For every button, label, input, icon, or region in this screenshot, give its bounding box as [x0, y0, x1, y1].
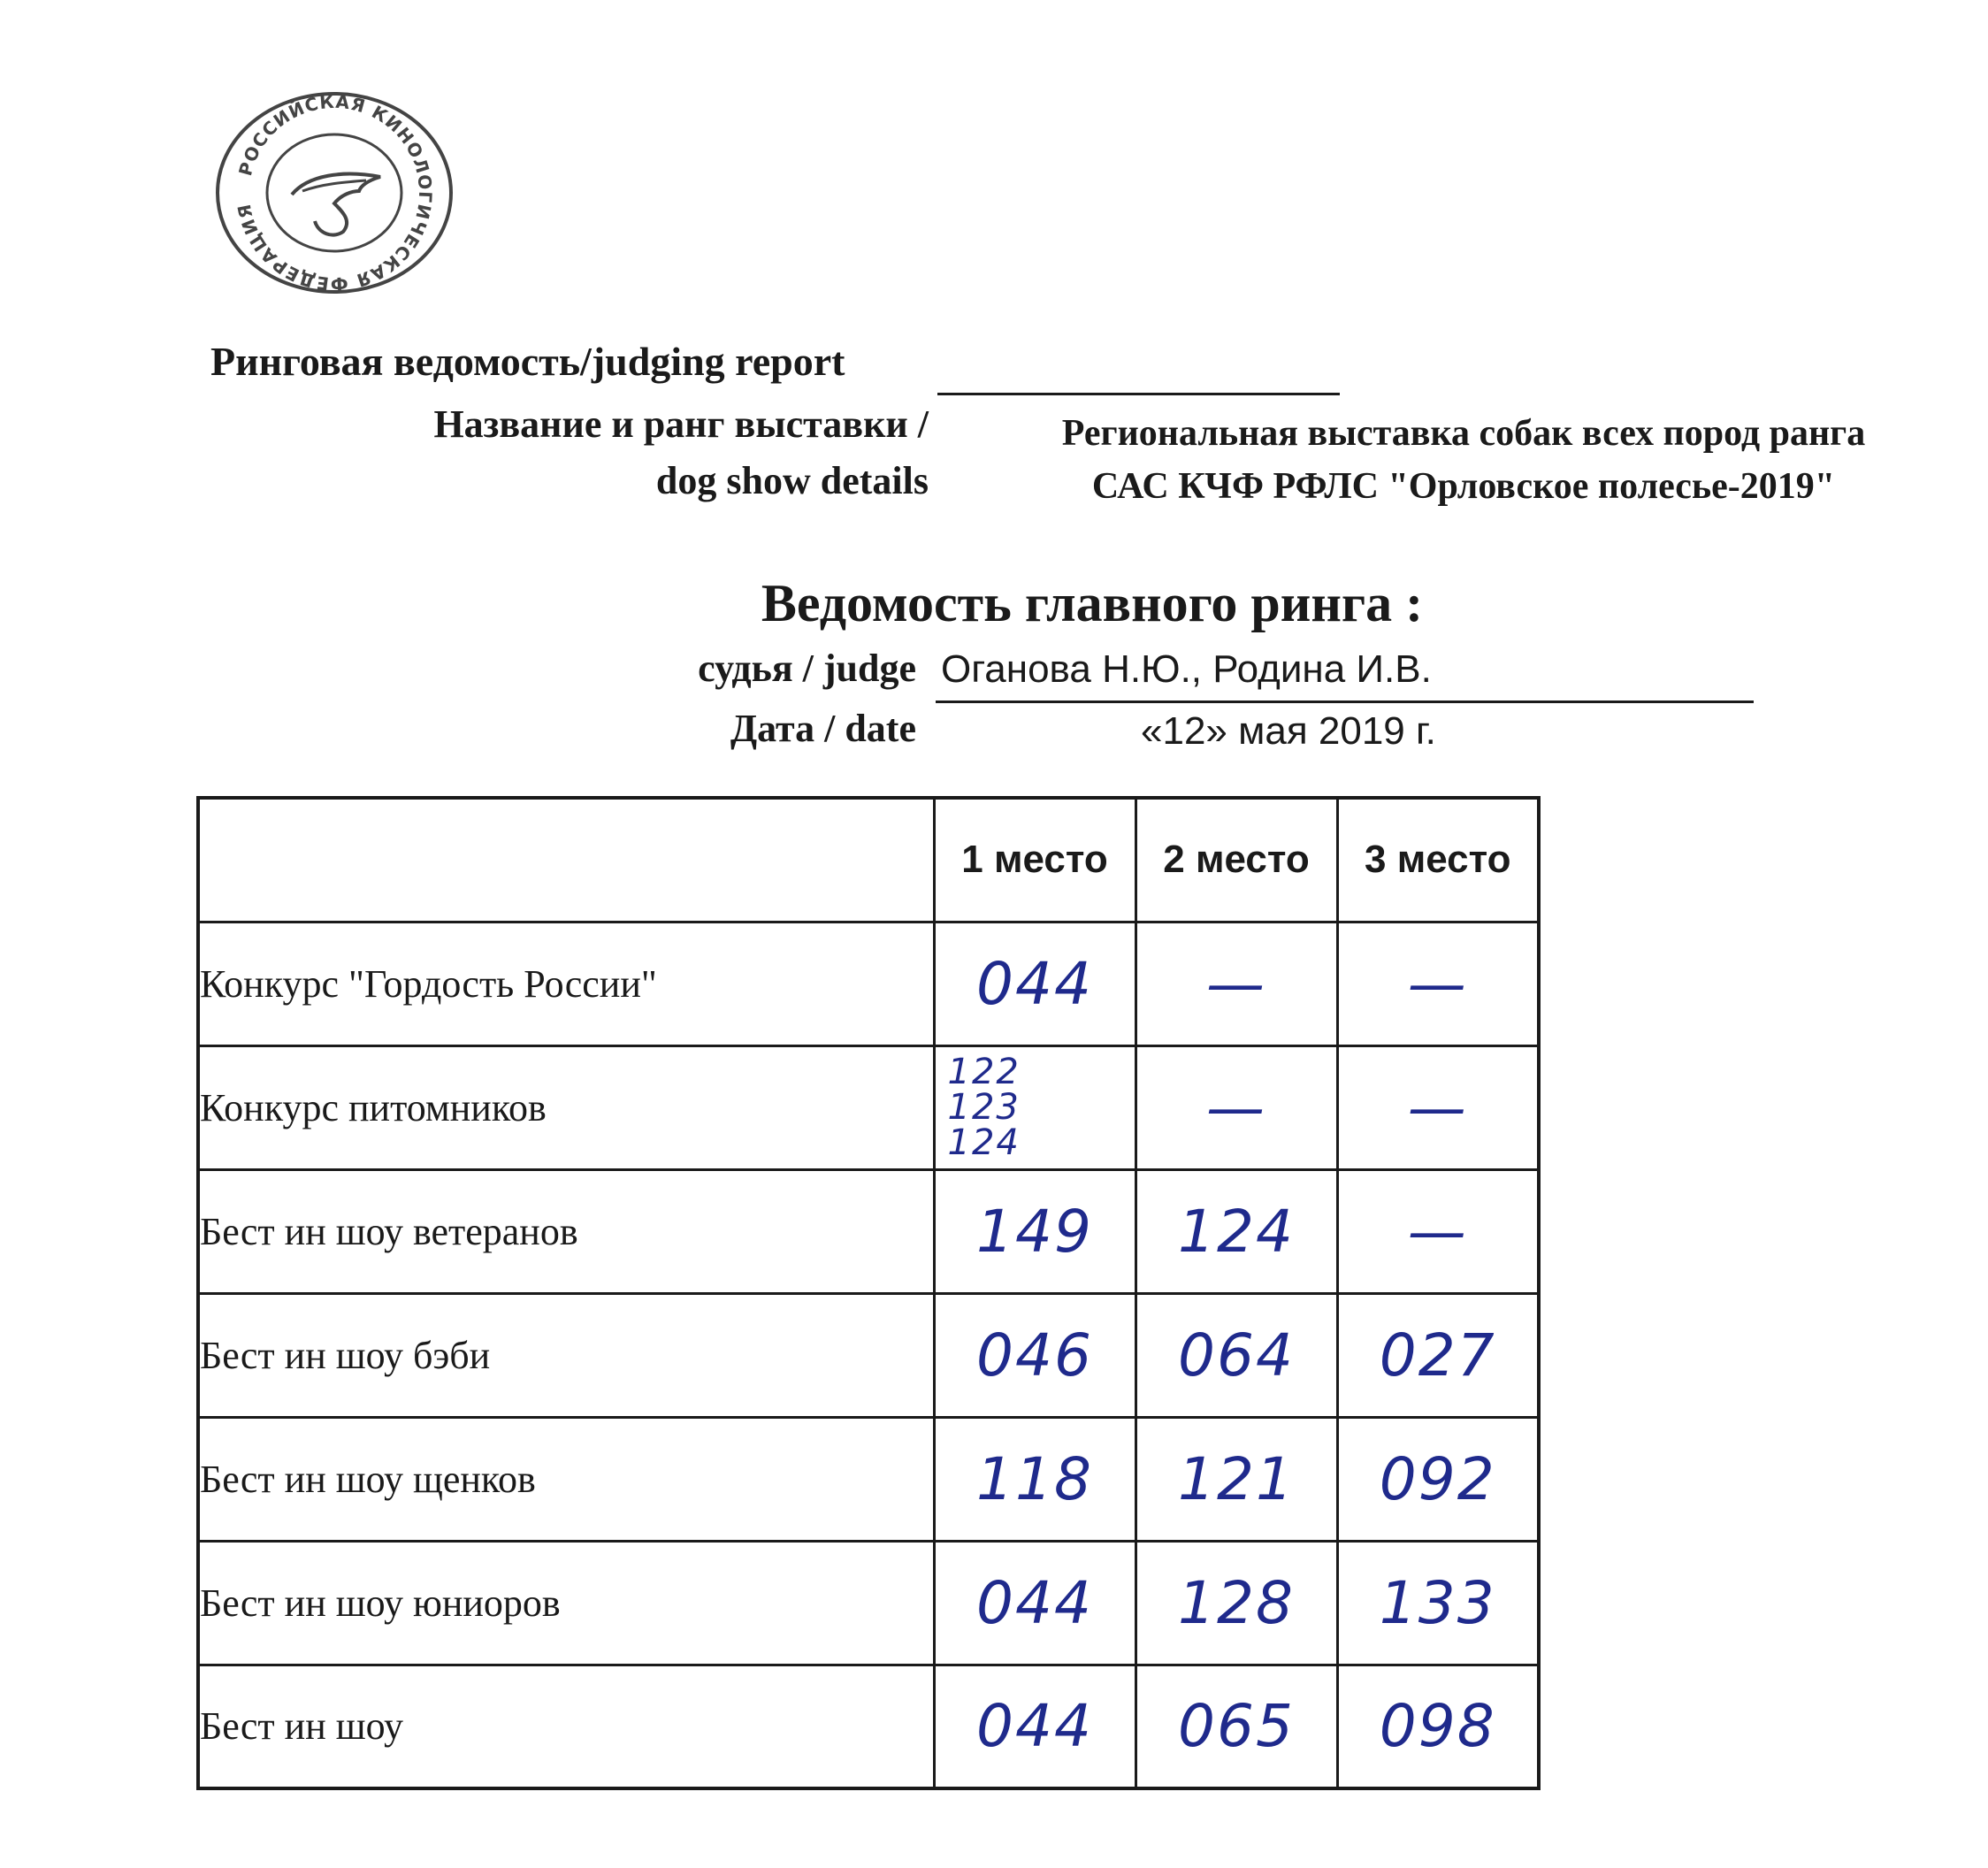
report-title: Ринговая ведомость/judging report [210, 339, 845, 384]
table-corner-cell [198, 798, 934, 922]
first-place-entry [934, 1045, 1135, 1169]
row-label: Конкурс питомников [198, 1045, 934, 1169]
judge-label: судья / judge [698, 647, 916, 690]
kennel-entry: 123 [947, 1087, 1021, 1128]
kennel-entry: 122 [947, 1052, 1021, 1092]
first-place-entry: 149 [934, 1169, 1135, 1293]
svg-text:РОССИЙСКАЯ КИНОЛОГИЧЕСКАЯ ФЕДЕ: РОССИЙСКАЯ КИНОЛОГИЧЕСКАЯ ФЕДЕРАЦИЯ [233, 90, 437, 295]
third-place-entry: 027 [1337, 1293, 1539, 1417]
rkf-seal [210, 88, 458, 297]
row-label: Бест ин шоу щенков [198, 1417, 934, 1541]
first-place-entry: 044 [934, 922, 1135, 1045]
column-header-third: 3 место [1337, 798, 1539, 922]
table-header-row [198, 798, 1539, 922]
column-header-second: 2 место [1135, 798, 1337, 922]
third-place-entry: — [1337, 1169, 1539, 1293]
second-place-entry: — [1135, 922, 1337, 1045]
table-row [198, 922, 1539, 1045]
show-details-label-line1: Название и ранг выставки / [433, 402, 929, 446]
judge-value: Оганова Н.Ю., Родина И.В. [941, 647, 1432, 691]
row-label: Бест ин шоу юниоров [198, 1541, 934, 1665]
second-place-entry: 128 [1135, 1541, 1337, 1665]
placements-table [196, 796, 1541, 1790]
third-place-entry: 133 [1337, 1541, 1539, 1665]
second-place-entry: 124 [1135, 1169, 1337, 1293]
table-row [198, 1169, 1539, 1293]
table-row [198, 1293, 1539, 1417]
second-place-entry: 065 [1135, 1665, 1337, 1788]
show-details-value-line2: САС КЧФ РФЛС "Орловское полесье-2019" [1091, 466, 1836, 507]
main-ring-heading: Ведомость главного ринга : [761, 574, 1424, 632]
seal-emblem-icon [210, 88, 458, 297]
second-place-entry: — [1135, 1045, 1337, 1169]
third-place-entry: — [1337, 1045, 1539, 1169]
third-place-entry: 092 [1337, 1417, 1539, 1541]
date-value: «12» мая 2019 г. [1141, 709, 1436, 753]
row-label: Бест ин шоу ветеранов [198, 1169, 934, 1293]
table-row [198, 1665, 1539, 1788]
row-label: Бест ин шоу бэби [198, 1293, 934, 1417]
show-details-value [990, 407, 1937, 513]
show-details-label [336, 396, 929, 509]
row-label: Бест ин шоу [198, 1665, 934, 1788]
first-place-entry: 046 [934, 1293, 1135, 1417]
second-place-entry: 064 [1135, 1293, 1337, 1417]
third-place-entry: 098 [1337, 1665, 1539, 1788]
second-place-entry: 121 [1135, 1417, 1337, 1541]
show-details-label-line2: dog show details [655, 459, 929, 502]
first-place-entry: 118 [934, 1417, 1135, 1541]
third-place-entry: — [1337, 922, 1539, 1045]
date-label: Дата / date [730, 707, 916, 750]
row-label: Конкурс "Гордость России" [198, 922, 934, 1045]
first-place-entry: 044 [934, 1665, 1135, 1788]
column-header-first: 1 место [934, 798, 1135, 922]
report-underline [937, 393, 1340, 395]
judge-underline [936, 700, 1754, 703]
show-details-value-line1: Региональная выставка собак всех пород ранга [1061, 413, 1866, 454]
first-place-entry: 044 [934, 1541, 1135, 1665]
table-row [198, 1045, 1539, 1169]
table-row [198, 1417, 1539, 1541]
kennel-entry: 124 [947, 1122, 1021, 1163]
table-row [198, 1541, 1539, 1665]
